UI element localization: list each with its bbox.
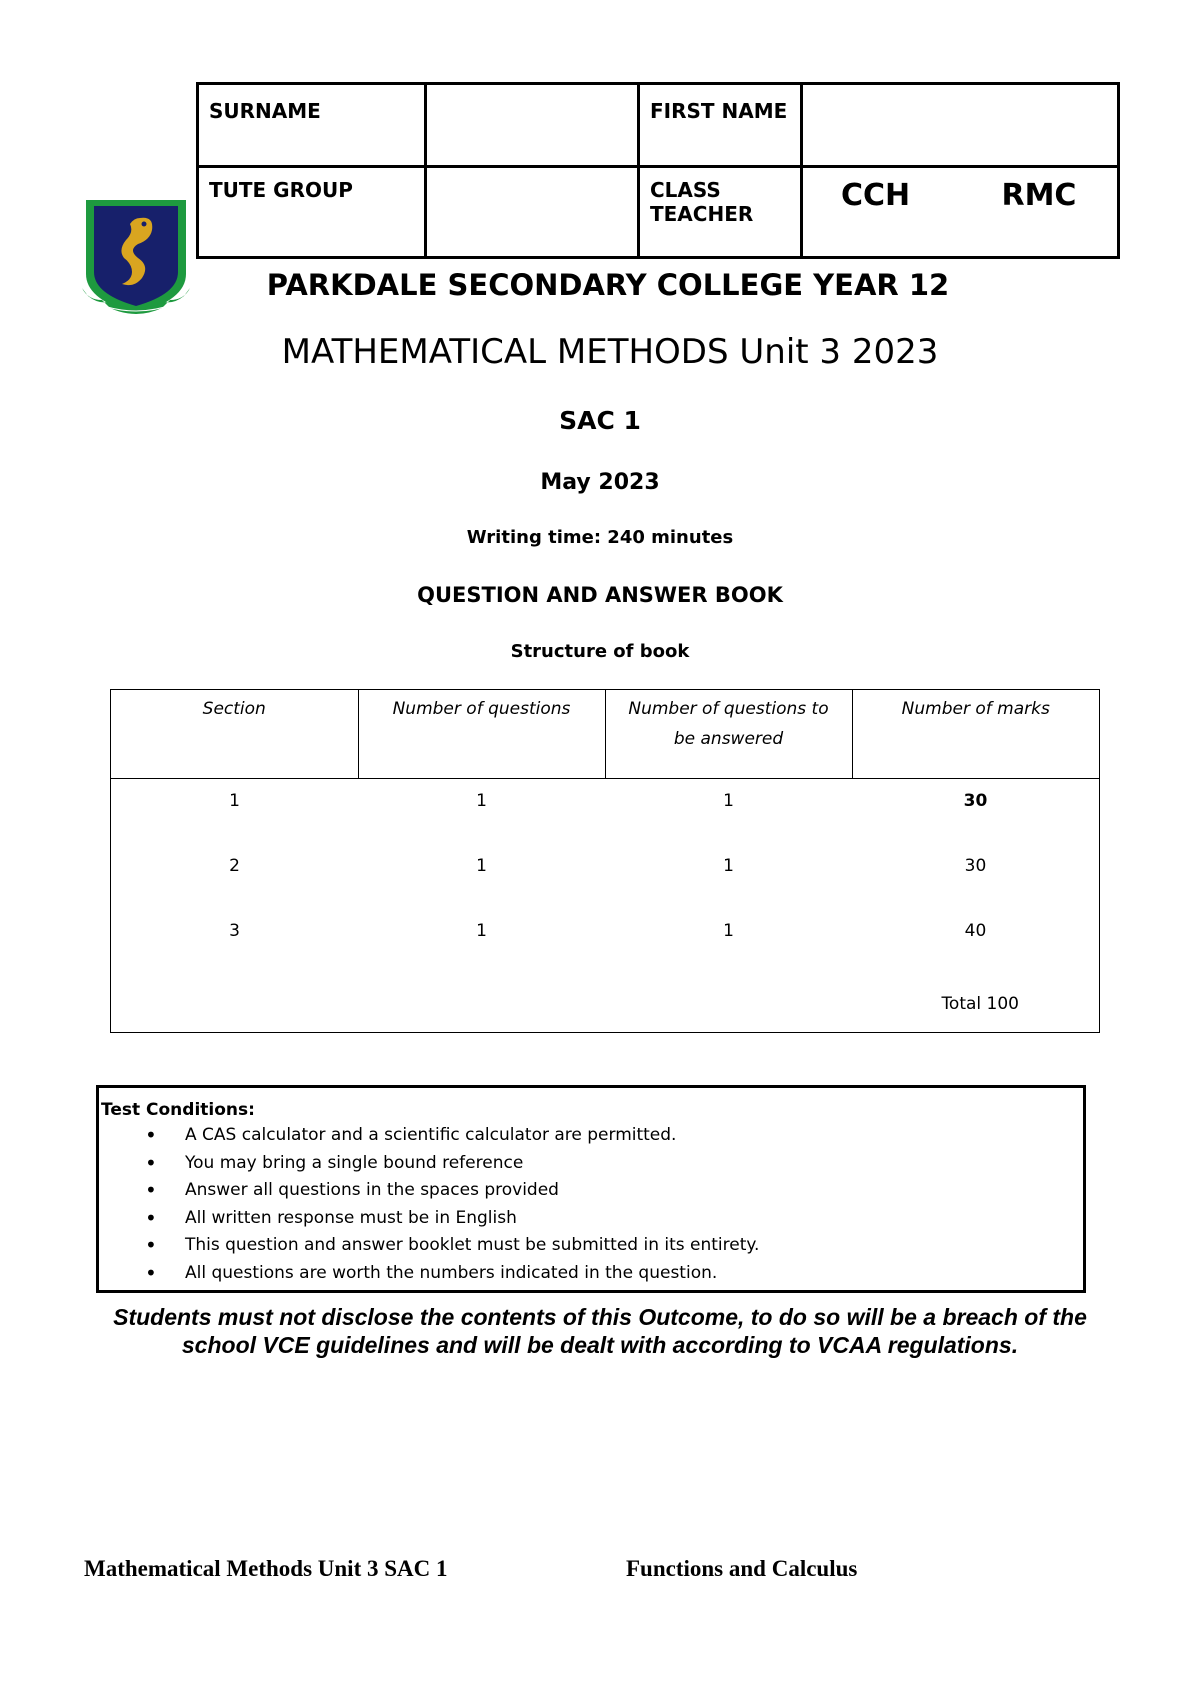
tute-group-field[interactable] <box>426 167 639 258</box>
footer-topic: Functions and Calculus <box>626 1556 858 1581</box>
structure-table <box>111 690 1099 974</box>
table-cell: 30 <box>963 791 988 811</box>
warning-line-1: Students must not disclose the contents of this Outcome, to do so will be a breach of the <box>113 1304 1087 1330</box>
writing-time: Writing time: 240 minutes <box>466 527 734 548</box>
test-conditions-title: Test Conditions: <box>101 1100 255 1120</box>
column-header: Number of questions <box>358 690 605 779</box>
school-heading: PARKDALE SECONDARY COLLEGE YEAR 12 <box>266 268 950 302</box>
structure-table-box <box>110 689 1100 1033</box>
class-teacher-label-line1: CLASS <box>650 178 721 202</box>
table-row <box>111 844 1099 909</box>
table-cell: 30 <box>964 856 987 876</box>
sac-title: SAC 1 <box>559 406 641 435</box>
test-conditions-box <box>96 1085 1086 1293</box>
class-teacher-label-line2: TEACHER <box>650 202 754 226</box>
table-row <box>111 779 1099 845</box>
subject-heading: MATHEMATICAL METHODS Unit 3 2023 <box>281 332 939 372</box>
structure-header-row <box>111 690 1099 779</box>
exam-date: May 2023 <box>540 470 660 495</box>
test-conditions-list <box>99 1122 1083 1287</box>
class-teacher-value-text: CCH RMC <box>841 178 1077 213</box>
table-cell: 1 <box>476 856 487 876</box>
list-item: • You may bring a single bound reference <box>185 1150 1083 1178</box>
table-cell: 1 <box>723 856 734 876</box>
list-item: • All questions are worth the numbers indicated in the question. <box>185 1260 1083 1288</box>
table-cell: 1 <box>229 791 240 811</box>
first-name-label: FIRST NAME <box>639 84 802 167</box>
list-item: • Answer all questions in the spaces provided <box>185 1177 1083 1205</box>
table-cell: 40 <box>964 921 987 941</box>
table-cell: 1 <box>476 791 487 811</box>
column-header: Section <box>111 690 358 779</box>
list-item: • This question and answer booklet must be submitted in its entirety. <box>185 1232 1083 1260</box>
table-row <box>111 909 1099 974</box>
first-name-field[interactable] <box>802 84 1119 167</box>
book-title: QUESTION AND ANSWER BOOK <box>417 583 783 607</box>
class-teacher-label <box>639 167 802 258</box>
student-details-table <box>196 82 1120 259</box>
table-cell: 1 <box>723 921 734 941</box>
surname-field[interactable] <box>426 84 639 167</box>
tute-group-label: TUTE GROUP <box>198 167 426 258</box>
footer-course: Mathematical Methods Unit 3 SAC 1 <box>84 1556 448 1581</box>
class-teacher-value <box>802 167 1119 258</box>
list-item: • A CAS calculator and a scientific calculator are permitted. <box>185 1122 1083 1150</box>
surname-label: SURNAME <box>198 84 426 167</box>
list-item: • All written response must be in English <box>185 1205 1083 1233</box>
structure-title: Structure of book <box>510 641 690 662</box>
column-header: Number of marks <box>852 690 1099 779</box>
disclosure-warning <box>0 1303 1200 1359</box>
table-cell: 1 <box>723 791 734 811</box>
table-cell: 1 <box>476 921 487 941</box>
total-marks: Total 100 <box>941 994 1019 1014</box>
column-header: Number of questions to be answered <box>605 690 852 779</box>
table-cell: 2 <box>229 856 240 876</box>
warning-line-2: school VCE guidelines and will be dealt with according to VCAA regulations. <box>181 1332 1019 1358</box>
table-cell: 3 <box>229 921 240 941</box>
